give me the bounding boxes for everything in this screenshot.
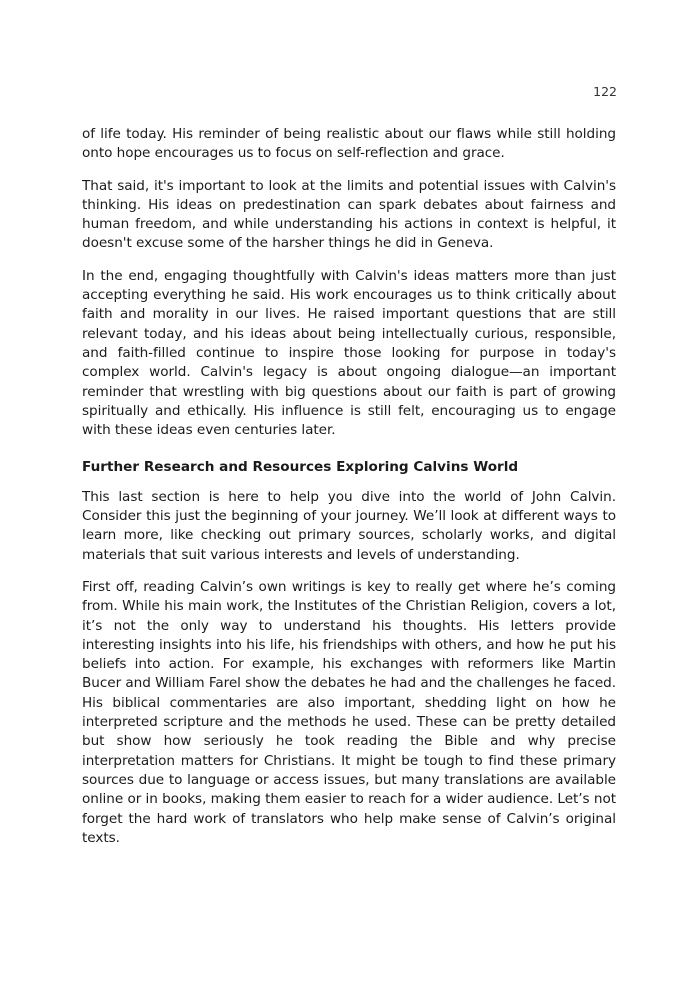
paragraph-intro: This last section is here to help you dive into the world of John Calvin. Consider this just the beginning of your journey. We’ll look at different ways to learn more, like checking out primary sources, scholarly works, and digital materials that suit various interests and levels of understanding. [82, 488, 616, 563]
paragraph-limits: That said, it's important to look at the limits and potential issues with Calvin's thinking. His ideas on predestination can spark debates about fairness and human freedom, and while understanding his actions in context is helpful, it doesn't excuse some of the harsher things he did in Geneva. [82, 177, 616, 252]
page-number: 122 [593, 84, 617, 99]
paragraph-conclusion: In the end, engaging thoughtfully with Calvin's ideas matters more than just accepting everything he said. His work encourages us to think critically about faith and morality in our lives. He raised important questions that are still relevant today, and his ideas about being intellectually curious, responsible, and faith-filled continue to inspire those looking for purpose in today's complex world. Calvin's legacy is about ongoing dialogue—an important reminder that wrestling with big questions about our faith is part of growing spiritually and ethically. His influence is still felt, encouraging us to engage with these ideas even centuries later. [82, 267, 616, 439]
paragraph-continuation: of life today. His reminder of being realistic about our flaws while still holding onto hope encourages us to focus on self-reflection and grace. [82, 126, 616, 162]
page-content [82, 125, 616, 861]
section-heading: Further Research and Resources Exploring Calvins World [82, 459, 519, 476]
paragraph-primary-sources: First off, reading Calvin’s own writings is key to really get where he’s coming from. While his main work, the Institutes of the Christian Religion, covers a lot, it’s not the only way to understand his thoughts. His letters provide interesting insights into his life, his friendships with others, and how he put his beliefs into action. For example, his exchanges with reformers like Martin Bucer and William Farel show the debates he had and the challenges he faced. His biblical commentaries are also important, shedding light on how he interpreted scripture and the methods he used. These can be pretty detailed but show how seriously he took reading the Bible and why precise interpretation matters for Christians. It might be tough to find these primary sources due to language or access issues, but many translations are available online or in books, making them easier to reach for a wider audience. Let’s not forget the hard work of translators who help make sense of Calvin’s original texts. [82, 578, 616, 846]
